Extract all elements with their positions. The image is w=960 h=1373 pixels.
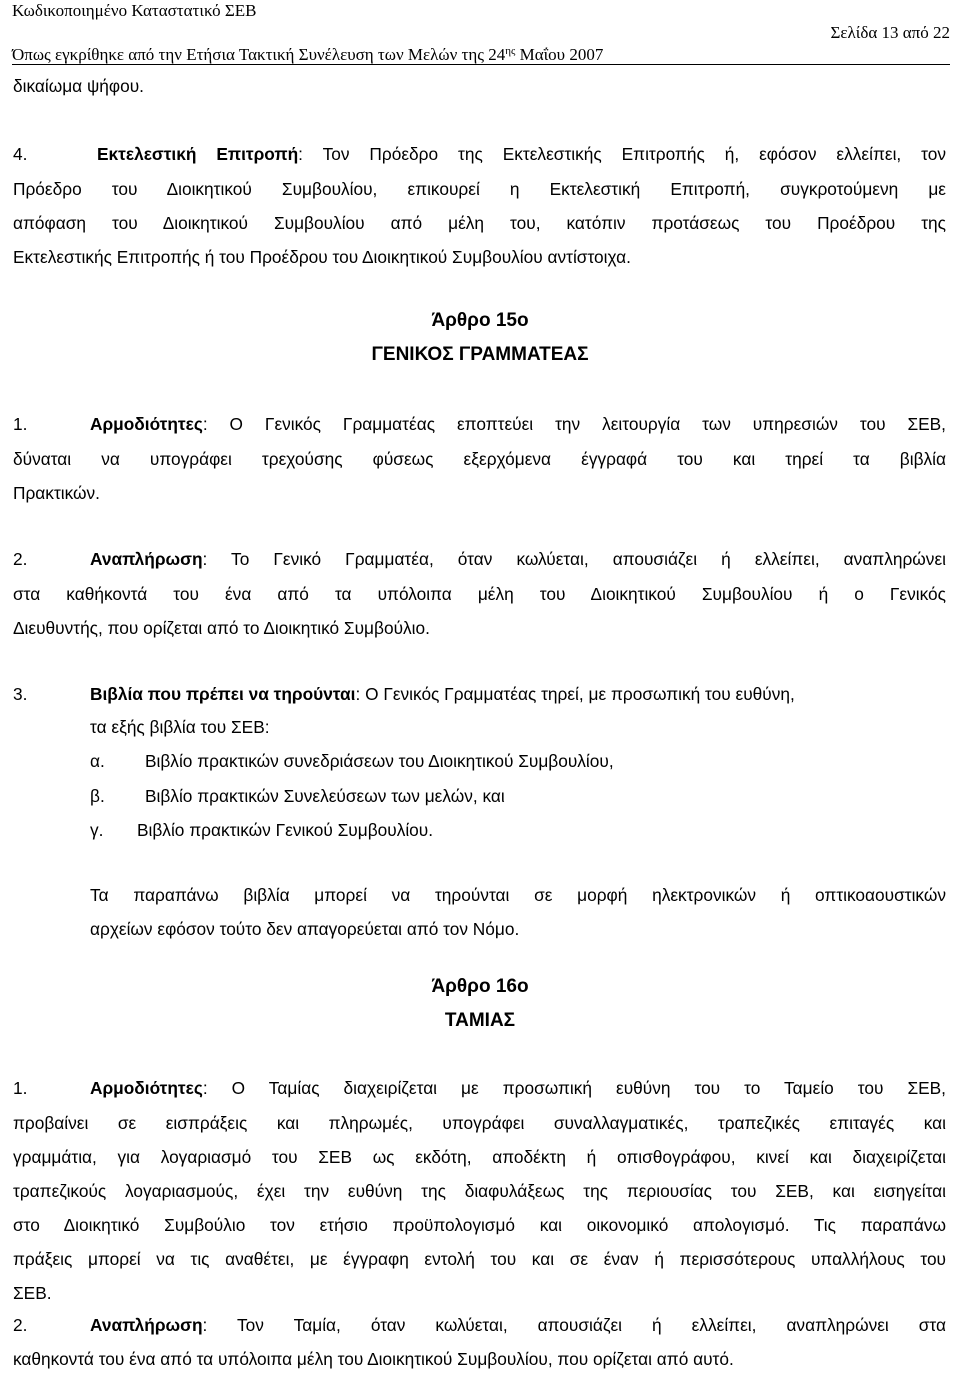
article15-p2-line1	[13, 548, 946, 570]
article15-p3-line2: τα εξής βιβλία του ΣΕΒ:	[90, 717, 270, 737]
book-list-item	[90, 750, 614, 772]
document-title: Κωδικοποιημένο Καταστατικό ΣΕΒ	[12, 1, 257, 20]
article15-p3-title: Βιβλία που πρέπει να τηρούνται	[90, 684, 356, 704]
article16-p2-line1	[13, 1314, 946, 1336]
article16-p1-line3: γραμμάτια, για λογαριασμό του ΣΕΒ ως εκδότη, αποδέκτη ή οπισθογράφου, κινεί και διαχειρίζεται	[13, 1147, 946, 1167]
article16-p2-number: 2.	[13, 1315, 28, 1335]
article16-p2-text: : Τον Ταμία, όταν κωλύεται, απουσιάζει ή ελλείπει, αναπληρώνει στα	[202, 1315, 946, 1335]
item4-line2: Πρόεδρο του Διοικητικού Συμβουλίου, επικουρεί η Εκτελεστική Επιτροπή, συγκροτούμενη με	[13, 179, 946, 199]
article16-p1-line4: τραπεζικούς λογαριασμούς, έχει την ευθύνη της διαφυλάξεως της περιουσίας του ΣΕΒ, και εισηγείται	[13, 1181, 946, 1201]
article15-p2-title: Αναπλήρωση	[90, 549, 203, 569]
item4-title: Εκτελεστική Επιτροπή	[97, 144, 299, 164]
item4-text: : Τον Πρόεδρο της Εκτελεστικής Επιτροπής ή, εφόσον ελλείπει, τον	[298, 144, 946, 164]
article15-p1-title: Αρμοδιότητες	[90, 414, 203, 434]
article16-heading: Άρθρο 16ο	[431, 976, 529, 997]
article16-p1-line7: ΣΕΒ.	[13, 1283, 52, 1303]
approval-note-ordinal: ης	[505, 45, 516, 57]
item4-line1	[13, 143, 946, 165]
article16-p1-title: Αρμοδιότητες	[90, 1078, 203, 1098]
article16-p1-line6: πράξεις μπορεί να τις αναθέτει, με έγγραφη εντολή του και σε έναν ή περισσότερους υπαλλήλους του	[13, 1249, 946, 1269]
article16-p1-text: : Ο Ταμίας διαχειρίζεται με προσωπική ευθύνη του το Ταμείο του ΣΕΒ,	[202, 1078, 946, 1098]
article15-p3-text: : Ο Γενικός Γραμματέας τηρεί, με προσωπική του ευθύνη,	[355, 684, 795, 704]
article15-p1-line3: Πρακτικών.	[13, 483, 100, 503]
book-list-item	[90, 785, 505, 807]
article16-p1-line2: προβαίνει σε εισπράξεις και πληρωμές, υπογράφει συναλλαγματικές, τραπεζικές επιταγές και	[13, 1113, 946, 1133]
item4-number: 4.	[13, 144, 28, 164]
article15-p2-line2: στα καθήκοντά του ένα από τα υπόλοιπα μέλη του Διοικητικού Συμβουλίου ή ο Γενικός	[13, 584, 946, 604]
article16-p2-line2: καθηκοντά του ένα από τα υπόλοιπα μέλη του Διοικητικού Συμβουλίου, που ορίζεται από αυτό.	[13, 1349, 734, 1369]
item4-line4: Εκτελεστικής Επιτροπής ή του Προέδρου του Διοικητικού Συμβουλίου αντίστοιχα.	[13, 247, 631, 267]
article15-p3-note-line1: Τα παραπάνω βιβλία μπορεί να τηρούνται σε μορφή ηλεκτρονικών ή οπτικοαουστικών	[90, 885, 946, 905]
article15-p1-text: : Ο Γενικός Γραμματέας εποπτεύει την λειτουργία των υπηρεσιών του ΣΕΒ,	[202, 414, 946, 434]
item4-line3: απόφαση του Διοικητικού Συμβουλίου από μέλη του, κατόπιν προτάσεως του Προέδρου της	[13, 213, 946, 233]
article16-p1-line1	[13, 1077, 946, 1099]
book-list-text: Βιβλίο πρακτικών Συνελεύσεων των μελών, και	[145, 786, 505, 806]
book-list-marker: α.	[90, 751, 105, 771]
page-header	[12, 0, 950, 65]
article15-heading: Άρθρο 15ο	[431, 310, 529, 331]
book-list-marker: γ.	[90, 820, 104, 840]
article15-p2-text: : Το Γενικό Γραμματέα, όταν κωλύεται, απουσιάζει ή ελλείπει, αναπληρώνει	[202, 549, 946, 569]
article15-p1-line2: δύναται να υπογράφει τρεχούσης φύσεως εξερχόμενα έγγραφά του και τηρεί τα βιβλία	[13, 449, 946, 469]
article15-p3-line1	[13, 683, 795, 705]
article15-subheading: ΓΕΝΙΚΟΣ ΓΡΑΜΜΑΤΕΑΣ	[371, 344, 589, 365]
article16-p1-number: 1.	[13, 1078, 28, 1098]
approval-note-date: Μαΐου 2007	[515, 45, 604, 64]
article15-p3-note-line2: αρχείων εφόσον τούτο δεν απαγορεύεται από τον Νόμο.	[90, 919, 520, 939]
book-list-text: Βιβλίο πρακτικών συνεδριάσεων του Διοικητικού Συμβουλίου,	[145, 751, 614, 771]
page-number: Σελίδα 13 από 22	[830, 23, 950, 42]
article15-p2-line3: Διευθυντής, που ορίζεται από το Διοικητικό Συμβούλιο.	[13, 618, 430, 638]
article16-subheading: ΤΑΜΙΑΣ	[444, 1010, 516, 1031]
approval-note-text: Όπως εγκρίθηκε από την Ετήσια Τακτική Συνέλευση των Μελών της 24	[12, 45, 506, 64]
article16-p1-line5: στο Διοικητικό Συμβούλιο τον ετήσιο προϋπολογισμό και οικονομικό απολογισμό. Τις παραπάνω	[13, 1215, 946, 1235]
approval-note	[12, 40, 603, 66]
article15-p1-line1	[13, 413, 946, 435]
intro-tail: δικαίωμα ψήφου.	[13, 76, 144, 96]
article15-p2-number: 2.	[13, 549, 28, 569]
book-list-item	[90, 819, 433, 841]
book-list-text: Βιβλίο πρακτικών Γενικού Συμβουλίου.	[137, 820, 434, 840]
article15-p1-number: 1.	[13, 414, 28, 434]
article16-p2-title: Αναπλήρωση	[90, 1315, 203, 1335]
article15-p3-number: 3.	[13, 684, 28, 704]
book-list-marker: β.	[90, 786, 105, 806]
